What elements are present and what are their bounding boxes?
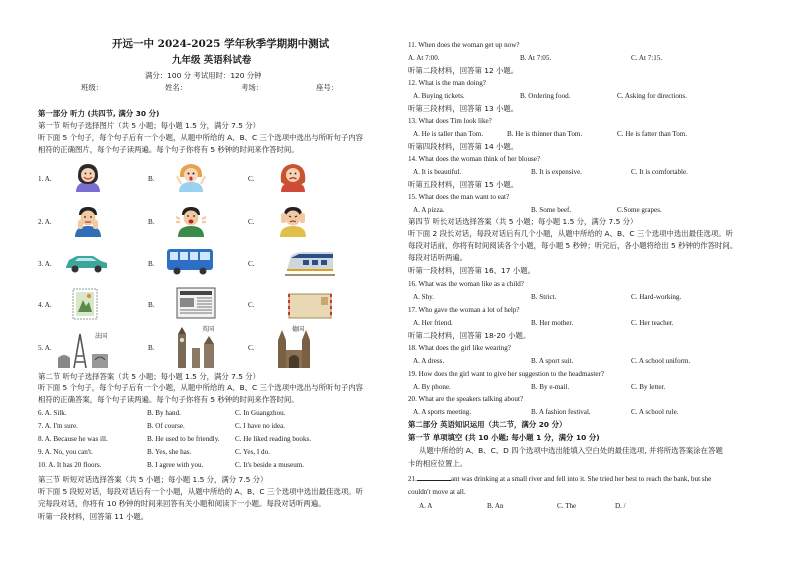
boy-shouting-icon [173, 205, 209, 237]
q20-c: C. A school rule. [631, 408, 679, 416]
q11-b: B. At 7:05. [520, 54, 552, 62]
q14-c: C. It is comfortable. [631, 168, 688, 176]
q17-c: C. Her teacher. [631, 319, 674, 327]
q12-stem: 12. What is the man doing? [408, 79, 486, 87]
q11-a: A. At 7:00. [408, 54, 440, 62]
q3-b-label: B. [148, 260, 155, 268]
q18-a: A. A dress. [413, 357, 445, 365]
part2-instruction-1: 从题中所给的 A、B、C、D 四个选项中选出能填入空白处的最佳选项, 并将所选答案涂在答题 [419, 446, 723, 455]
part2-heading: 第二部分 英语知识运用（共二节，满分 20 分） [408, 420, 567, 429]
section3-instruction-1: 听下面 5 段短对话，每段对话后有一个小题，从题中所给的 A、B、C 三个选项中选出最佳选项。听 [38, 487, 364, 496]
q8-b: B. He used to be friendly. [147, 435, 220, 443]
part1-heading: 第一部分 听力 (共四节, 满分 30 分) [38, 109, 160, 118]
q21-stem-continued: couldn't move at all. [408, 488, 466, 496]
uk-label: 英国 [202, 326, 215, 333]
section1-instruction-2: 相符的正确图片，每个句子读两遍。每个句子你将有 5 秒钟的时间来作答时间。 [38, 145, 299, 154]
q16-stem: 16. What was the woman like as a child? [408, 280, 524, 288]
train-icon [285, 248, 335, 278]
girl-sad-icon [275, 162, 311, 194]
q21-b: B. An [487, 502, 504, 510]
q2-c-label: C. [248, 218, 255, 226]
q21-d: D. / [615, 502, 626, 510]
exam-subtitle: 九年级 英语科试卷 [172, 55, 252, 66]
q10-c: C. It's beside a museum. [235, 461, 305, 469]
q11-c: C. At 7:15. [631, 54, 663, 62]
q14-stem: 14. What does the woman think of her blouse? [408, 155, 541, 163]
q16-c: C. Hard-working. [631, 293, 682, 301]
q14-a: A. It is beautiful. [413, 168, 462, 176]
q21-a: A. A [419, 502, 433, 510]
q17-a: A. Her friend. [413, 319, 453, 327]
q11-stem: 11. When does the woman get up now? [408, 41, 520, 49]
q5-label: 5. A. [38, 344, 52, 352]
q19-c: C. By letter. [631, 383, 666, 391]
q19-a: A. By phone. [413, 383, 451, 391]
section3-first-material: 听第一段材料，回答第 11 小题。 [38, 512, 149, 521]
q1-c-label: C. [248, 175, 255, 183]
section2-instruction-1: 听下面 5 个句子，每个句子后有一个小题，从题中所给的 A、B、C 三个选项中选出与所听句子内容 [38, 383, 364, 392]
q9-a: 9. A. No, you can't. [38, 448, 93, 456]
newspaper-icon [175, 286, 217, 320]
q17-stem: 17. Who gave the woman a lot of help? [408, 306, 520, 314]
q21-blank [417, 480, 451, 481]
section4-instruction-2: 每段对话前，你将有时间阅读各个小题，每小题 5 秒钟；听完后，各小题将给出 5 秒钟的作答时间。 [408, 241, 738, 250]
car-icon [63, 251, 109, 275]
germany-label: 德国 [292, 326, 305, 333]
q13-a: A. He is taller than Tom. [413, 130, 484, 138]
q19-stem: 19. How does the girl want to give her suggestion to the headmaster? [408, 370, 605, 378]
section2-heading: 第二节 听句子选择答案（共 5 小题；每小题 1.5 分，满分 7.5 分） [38, 372, 261, 381]
q12-a: A. Buying tickets. [413, 92, 465, 100]
q13-c: C. He is fatter than Tom. [617, 130, 688, 138]
listen-material-5: 听第五段材料，回答第 15 小题。 [408, 180, 519, 189]
q9-b: B. Yes, she has. [147, 448, 192, 456]
q1-b-label: B. [148, 175, 155, 183]
q2-b-label: B. [148, 218, 155, 226]
q19-b: B. By e-mail. [531, 383, 570, 391]
q18-stem: 18. What does the girl like wearing? [408, 344, 511, 352]
q6-b: B. By hand. [147, 409, 181, 417]
boy-thinking-icon [70, 205, 106, 237]
part2-section1-heading: 第一节 单项填空 (共 10 小题; 每小题 1 分，满分 10 分) [408, 433, 600, 442]
bus-icon [165, 246, 215, 276]
q13-stem: 13. What does Tim look like? [408, 117, 492, 125]
section2-instruction-2: 相符的正确答案，每个句子读两遍。每个句子你将有 5 秒钟的时间来作答时间。 [38, 395, 299, 404]
q21-stem [408, 476, 711, 483]
q7-a: 7. A. I'm sure. [38, 422, 78, 430]
field-room: 考场： [241, 83, 264, 92]
q12-b: B. Ordering food. [520, 92, 571, 100]
girl-surprised-icon [173, 162, 209, 194]
q10-a: 10. A. It has 20 floors. [38, 461, 102, 469]
q16-b: B. Strict. [531, 293, 557, 301]
q1-label: 1. A. [38, 175, 52, 183]
q13-b: B. He is thinner than Tom. [507, 130, 583, 138]
q5-b-label: B. [148, 344, 155, 352]
q8-c: C. He liked reading books. [235, 435, 312, 443]
q15-a: A. A pizza. [413, 206, 445, 214]
q20-b: B. A fashion festival. [531, 408, 591, 416]
q12-c: C. Asking for directions. [617, 92, 687, 100]
field-seat: 座号： [316, 83, 339, 92]
q4-b-label: B. [148, 301, 155, 309]
q18-b: B. A sport suit. [531, 357, 574, 365]
q21-number: 21. [408, 475, 417, 483]
field-name: 姓名： [165, 83, 188, 92]
q5-c-label: C. [248, 344, 255, 352]
section3-instruction-2: 完每段对话，你将有 10 秒钟的时间来回答有关小题和阅读下一小题。每段对话听两遍。 [38, 499, 326, 508]
q20-stem: 20. What are the speakers talking about? [408, 395, 524, 403]
listen-material-3: 听第三段材料，回答第 13 小题。 [408, 104, 519, 113]
section4-instruction-3: 每段对话听两遍。 [408, 253, 468, 262]
exam-title: 开远一中 2024-2025 学年秋季学期期中测试 [112, 38, 330, 50]
q21-text: ant was drinking at a small river and fell into it. She tried her best to reach the bank, but she [450, 475, 712, 483]
exam-meta: 满分：100 分 考试用时：120 分钟 [145, 71, 262, 80]
q18-c: C. A school uniform. [631, 357, 691, 365]
q4-c-label: C. [248, 301, 255, 309]
q17-b: B. Her mother. [531, 319, 574, 327]
q8-a: 8. A. Because he was ill. [38, 435, 108, 443]
q6-a: 6. A. Silk. [38, 409, 67, 417]
q15-stem: 15. What does the man want to eat? [408, 193, 510, 201]
section1-heading: 第一节 听句子选择图片（共 5 小题；每小题 1.5 分，满分 7.5 分） [38, 121, 261, 130]
stamp-icon [72, 288, 98, 320]
girl-happy-icon [70, 162, 106, 194]
q3-label: 3. A. [38, 260, 52, 268]
q14-b: B. It is expensive. [531, 168, 583, 176]
q4-label: 4. A. [38, 301, 52, 309]
q7-b: B. Of course. [147, 422, 185, 430]
q3-c-label: C. [248, 260, 255, 268]
section3-heading: 第三节 听短对话选择答案（共 5 小题；每小题 1.5 分，满分 7.5 分） [38, 475, 268, 484]
field-class: 班级： [81, 83, 104, 92]
france-label: 法国 [95, 333, 108, 340]
listen-material-2: 听第二段材料，回答第 12 小题。 [408, 66, 519, 75]
listen-material-7: 听第二段材料，回答第 18-20 小题。 [408, 331, 531, 340]
q21-c: C. The [557, 502, 577, 510]
q15-c: C.Some grapes. [617, 206, 662, 214]
envelope-icon [287, 292, 333, 320]
boy-covering-ears-icon [275, 205, 311, 237]
q15-b: B. Some beef. [531, 206, 572, 214]
part2-instruction-2: 卡的相应位置上。 [408, 459, 468, 468]
q16-a: A. Shy. [413, 293, 435, 301]
q7-c: C. I have no idea. [235, 422, 286, 430]
q20-a: A. A sports meeting. [413, 408, 472, 416]
q10-b: B. I agree with you. [147, 461, 204, 469]
listen-material-4: 听第四段材料，回答第 14 小题。 [408, 142, 519, 151]
q6-c: C. In Guangzhou. [235, 409, 286, 417]
section4-heading: 第四节 听长对话选择答案（共 5 小题；每小题 1.5 分，满分 7.5 分） [408, 217, 638, 226]
section1-instruction-1: 听下面 5 个句子，每个句子后有一个小题，从题中所给的 A、B、C 三个选项中选出与所听句子内容 [38, 133, 364, 142]
q9-c: C. Yes, I do. [235, 448, 270, 456]
q2-label: 2. A. [38, 218, 52, 226]
section4-instruction-1: 听下面 2 段长对话，每段对话后有几个小题，从题中所给的 A、B、C 三个选项中选出最佳选项。听 [408, 229, 734, 238]
listen-material-6: 听第一段材料，回答第 16、17 小题。 [408, 266, 535, 275]
